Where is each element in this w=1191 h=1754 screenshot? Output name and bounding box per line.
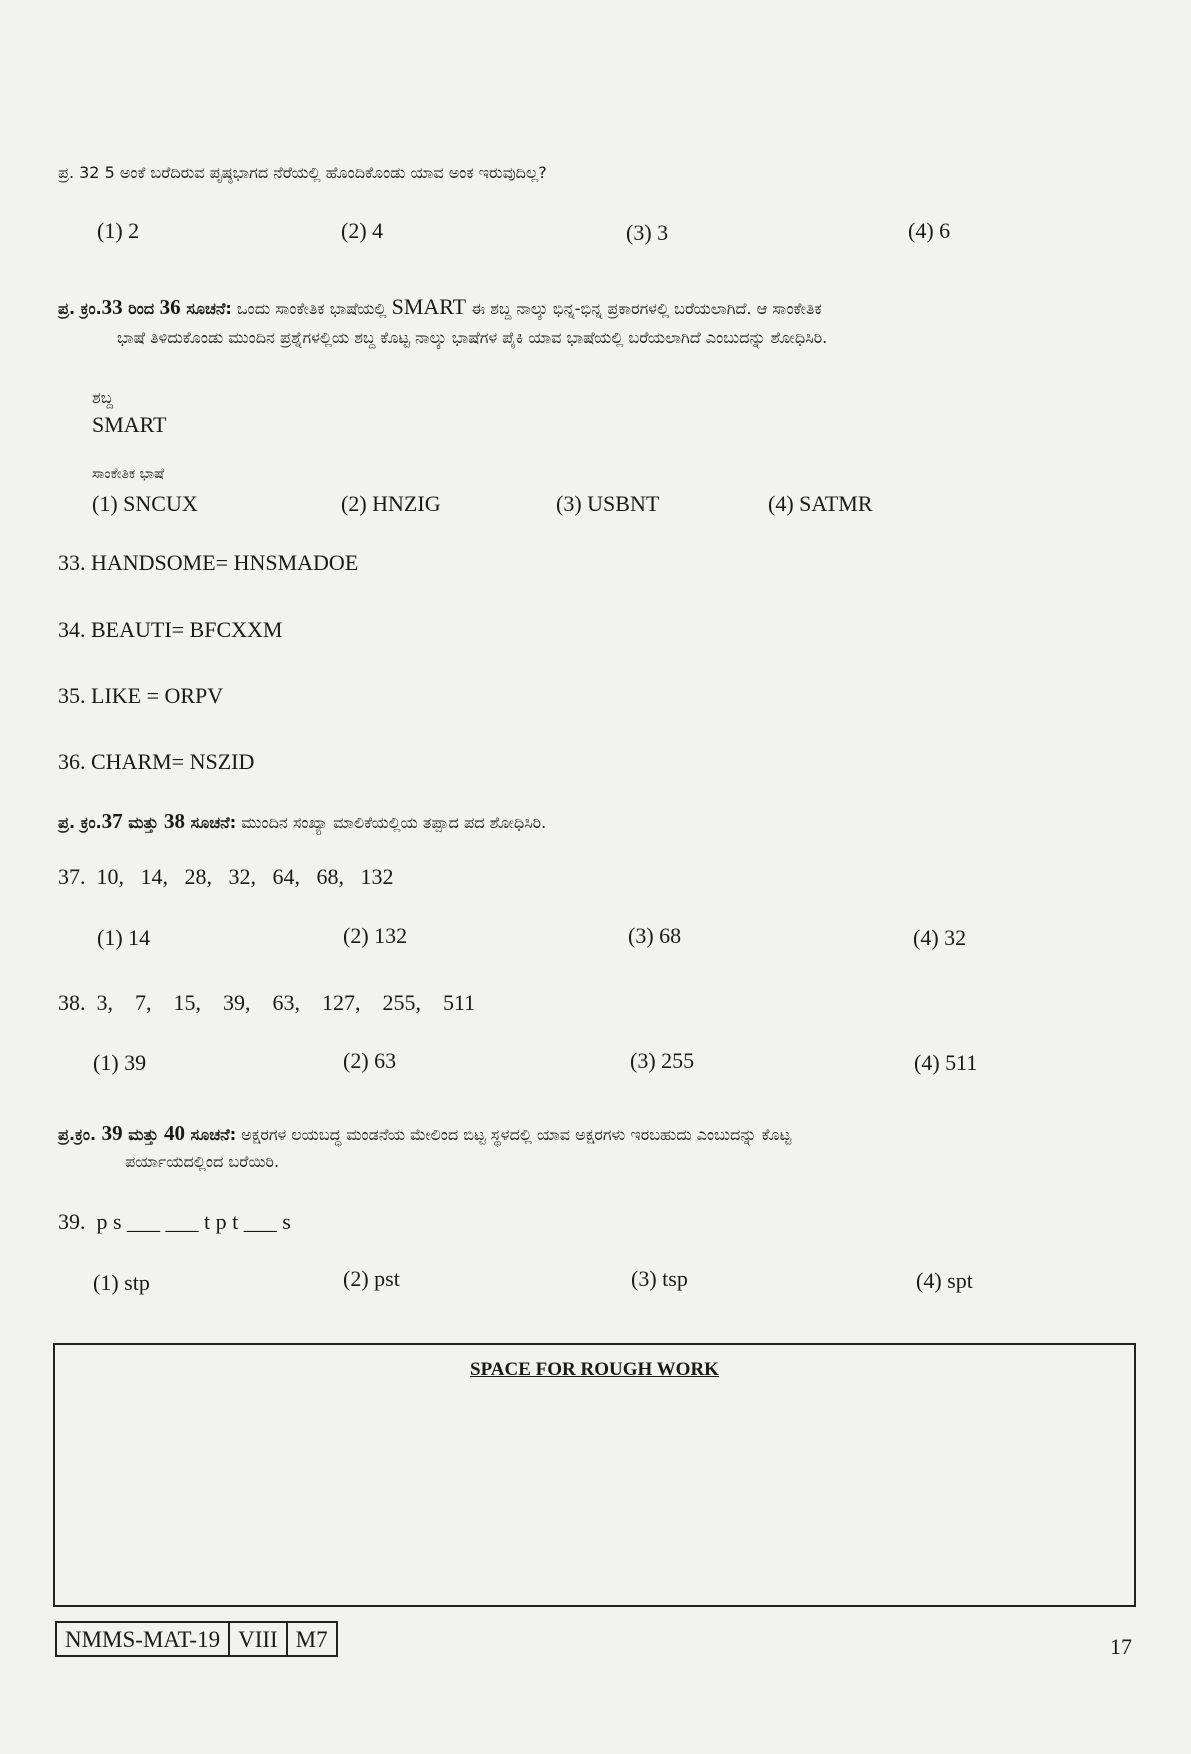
section-prefix: ಪ್ರ. ಕ್ರಂ. bbox=[58, 813, 102, 832]
section-label: ಸೂಚನೆ: bbox=[184, 813, 237, 832]
q37-option-3[interactable]: (3) 68 bbox=[628, 923, 682, 948]
q39-option-2[interactable]: (2) pst bbox=[343, 1266, 400, 1291]
section-prefix: ಪ್ರ.ಕ್ರಂ. bbox=[58, 1125, 102, 1144]
section-range-start: 33 bbox=[101, 295, 123, 319]
section-33-36-instruction bbox=[58, 292, 822, 325]
section-39-40-instruction bbox=[58, 1118, 791, 1151]
q38-option-3[interactable]: (3) 255 bbox=[630, 1048, 695, 1073]
rough-work-box bbox=[53, 1343, 1136, 1607]
q38-option-1[interactable]: (1) 39 bbox=[93, 1050, 147, 1075]
section-range-mid: ರಿಂದ bbox=[122, 299, 160, 318]
section-label: ಸೂಚನೆ: bbox=[184, 1125, 237, 1144]
q39-option-1[interactable]: (1) stp bbox=[93, 1270, 150, 1295]
q32-option-2[interactable]: (2) 4 bbox=[341, 218, 384, 243]
section-text: ಅಕ್ಷರಗಳ ಲಯಬದ್ಧ ಮಂಡನೆಯ ಮೇಲಿಂದ ಬಿಟ್ಟ ಸ್ಥಳದಲ್ಲಿ ಯಾವ ಅಕ್ಷರಗಳು ಇರಬಹುದು ಎಂಬುದನ್ನು ಕೊಟ್ಟ bbox=[236, 1125, 792, 1144]
section-range-mid: ಮತ್ತು bbox=[122, 813, 164, 832]
rough-work-title: SPACE FOR ROUGH WORK bbox=[470, 1359, 719, 1380]
q39-option-4[interactable]: (4) spt bbox=[916, 1268, 973, 1293]
q37-option-1[interactable]: (1) 14 bbox=[97, 925, 151, 950]
q32-option-4[interactable]: (4) 6 bbox=[908, 218, 951, 243]
section-range-end: 36 bbox=[159, 295, 181, 319]
word-value: SMART bbox=[92, 412, 167, 437]
question-33: 33. HANDSOME= HNSMADOE bbox=[58, 550, 359, 575]
code-option-2[interactable]: (2) HNZIG bbox=[341, 491, 441, 516]
section-33-36-instruction-line2: ಭಾಷೆ ತಿಳಿದುಕೊಂಡು ಮುಂದಿನ ಪ್ರಶ್ನೆಗಳಲ್ಲಿಯ ಶಬ್ದ ಕೊಟ್ಟ ನಾಲ್ಕು ಭಾಷೆಗಳ ಪೈಕಿ ಯಾವ ಭಾಷೆಯಲ್ಲಿ ಬರೆಯಲಾಗಿದೆ ಎಂಬುದನ್ನು ಶೋಧಿಸಿರಿ. bbox=[117, 328, 828, 347]
q32-option-3[interactable]: (3) 3 bbox=[626, 220, 669, 245]
code-option-3[interactable]: (3) USBNT bbox=[556, 491, 660, 516]
question-36: 36. CHARM= NSZID bbox=[58, 749, 255, 774]
section-range-end: 38 bbox=[163, 809, 185, 833]
section-range-start: 39 bbox=[101, 1121, 123, 1145]
section-range-start: 37 bbox=[101, 809, 123, 833]
question-35: 35. LIKE = ORPV bbox=[58, 683, 224, 708]
question-32-text: ಪ್ರ. 32 5 ಅಂಕೆ ಬರೆದಿರುವ ಪೃಷ್ಠಭಾಗದ ನೆರೆಯಲ್ಲಿ ಹೊಂದಿಕೊಂಡು ಯಾವ ಅಂಕ ಇರುವುದಿಲ್ಲ? bbox=[58, 163, 547, 182]
footer-exam-code: NMMS-MAT-19 bbox=[65, 1627, 221, 1652]
section-range-end: 40 bbox=[163, 1121, 185, 1145]
q39-option-3[interactable]: (3) tsp bbox=[631, 1266, 688, 1291]
footer-version: M7 bbox=[286, 1623, 336, 1655]
section-37-38-instruction bbox=[58, 806, 546, 839]
code-option-1[interactable]: (1) SNCUX bbox=[92, 491, 198, 516]
page-number: 17 bbox=[1110, 1634, 1132, 1659]
q32-option-1[interactable]: (1) 2 bbox=[97, 218, 140, 243]
question-39-text: 39. p s ___ ___ t p t ___ s bbox=[58, 1209, 291, 1234]
q37-option-4[interactable]: (4) 32 bbox=[913, 925, 967, 950]
section-text-2: ಈ ಶಬ್ದ ನಾಲ್ಕು ಭಿನ್ನ-ಭಿನ್ನ ಪ್ರಕಾರಗಳಲ್ಲಿ ಬರೆಯಲಾಗಿದೆ. ಆ ಸಾಂಕೇತಿಕ bbox=[466, 299, 822, 318]
question-38-text: 38. 3, 7, 15, 39, 63, 127, 255, 511 bbox=[58, 990, 476, 1015]
question-34: 34. BEAUTI= BFCXXM bbox=[58, 617, 283, 642]
code-label: ಸಾಂಕೇತಿಕ ಭಾಷೆ bbox=[92, 466, 165, 482]
section-text: ಮುಂದಿನ ಸಂಖ್ಯಾ ಮಾಲಿಕೆಯಲ್ಲಿಯ ತಪ್ಪಾದ ಪದ ಶೋಧಿಸಿರಿ. bbox=[236, 813, 547, 832]
section-word: SMART bbox=[391, 294, 467, 319]
section-text-1: ಒಂದು ಸಾಂಕೇತಿಕ ಭಾಷೆಯಲ್ಲಿ bbox=[231, 299, 392, 318]
section-prefix: ಪ್ರ. ಕ್ರಂ. bbox=[58, 299, 102, 318]
section-39-40-instruction-line2: ಪರ್ಯಾಯದಲ್ಲಿಂದ ಬರೆಯಿರಿ. bbox=[125, 1152, 280, 1171]
footer-code-box bbox=[55, 1621, 338, 1657]
word-label: ಶಬ್ದ bbox=[92, 388, 114, 407]
question-37-text: 37. 10, 14, 28, 32, 64, 68, 132 bbox=[58, 864, 394, 889]
code-option-4[interactable]: (4) SATMR bbox=[768, 491, 873, 516]
q37-option-2[interactable]: (2) 132 bbox=[343, 923, 408, 948]
q38-option-4[interactable]: (4) 511 bbox=[914, 1050, 978, 1075]
footer-class: VIII bbox=[228, 1623, 286, 1655]
section-range-mid: ಮತ್ತು bbox=[122, 1125, 164, 1144]
section-label: ಸೂಚನೆ: bbox=[180, 299, 232, 318]
q38-option-2[interactable]: (2) 63 bbox=[343, 1048, 397, 1073]
